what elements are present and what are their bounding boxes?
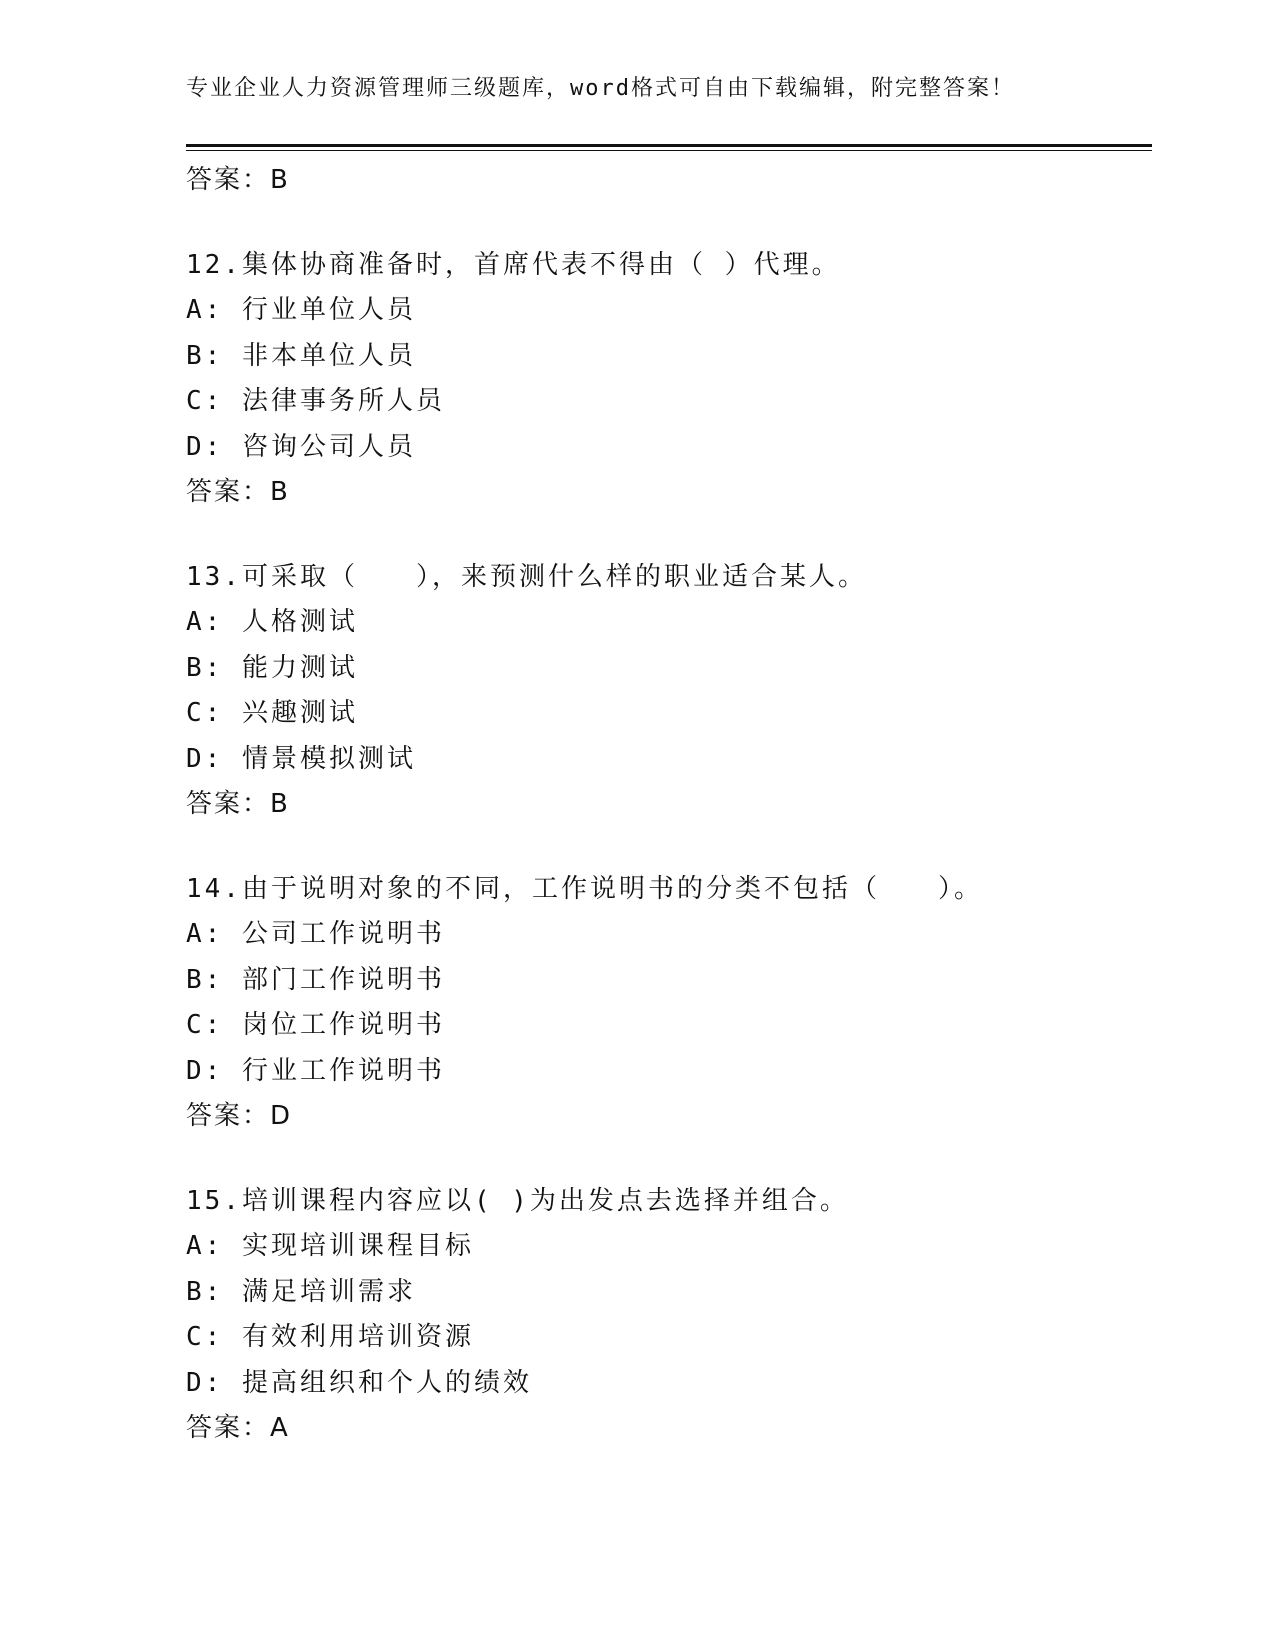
answer-line: 答案：D [186, 1101, 293, 1131]
option-d: D: 咨询公司人员 [186, 431, 416, 462]
answer-line: 答案：B [186, 165, 290, 195]
option-d: D: 情景模拟测试 [186, 743, 416, 774]
option-c: C: 法律事务所人员 [186, 386, 445, 416]
option-c: C: 兴趣测试 [186, 698, 358, 728]
option-a: A: 人格测试 [186, 607, 358, 637]
question-block [186, 867, 1152, 1140]
option-b: B: 非本单位人员 [186, 340, 416, 371]
option-c: C: 有效利用培训资源 [186, 1322, 474, 1352]
answer-line: 答案：A [186, 1413, 290, 1443]
question-stem: 15.培训课程内容应以( )为出发点去选择并组合。 [186, 1185, 849, 1216]
option-b: B: 能力测试 [186, 652, 358, 683]
option-a: A: 实现培训课程目标 [186, 1231, 474, 1261]
option-d: D: 行业工作说明书 [186, 1055, 445, 1086]
option-b: B: 部门工作说明书 [186, 964, 445, 995]
option-c: C: 岗位工作说明书 [186, 1010, 445, 1040]
question-stem: 13.可采取（ ），来预测什么样的职业适合某人。 [186, 561, 867, 592]
question-block [186, 243, 1152, 516]
page-header-note: 专业企业人力资源管理师三级题库，word格式可自由下载编辑，附完整答案！ [186, 76, 1015, 101]
option-a: A: 公司工作说明书 [186, 919, 445, 949]
answer-line: 答案：B [186, 477, 290, 507]
option-d: D: 提高组织和个人的绩效 [186, 1367, 532, 1398]
question-stem: 14.由于说明对象的不同，工作说明书的分类不包括（ ）。 [186, 873, 983, 904]
option-b: B: 满足培训需求 [186, 1276, 416, 1307]
question-list [186, 158, 1152, 1452]
answer-line: 答案：B [186, 789, 290, 819]
question-block [186, 1179, 1152, 1452]
header-rule-thin [186, 150, 1152, 151]
question-block [186, 555, 1152, 828]
option-a: A: 行业单位人员 [186, 295, 416, 325]
question-stem: 12.集体协商准备时，首席代表不得由（ ）代理。 [186, 249, 841, 280]
header-rule-thick [186, 144, 1152, 147]
